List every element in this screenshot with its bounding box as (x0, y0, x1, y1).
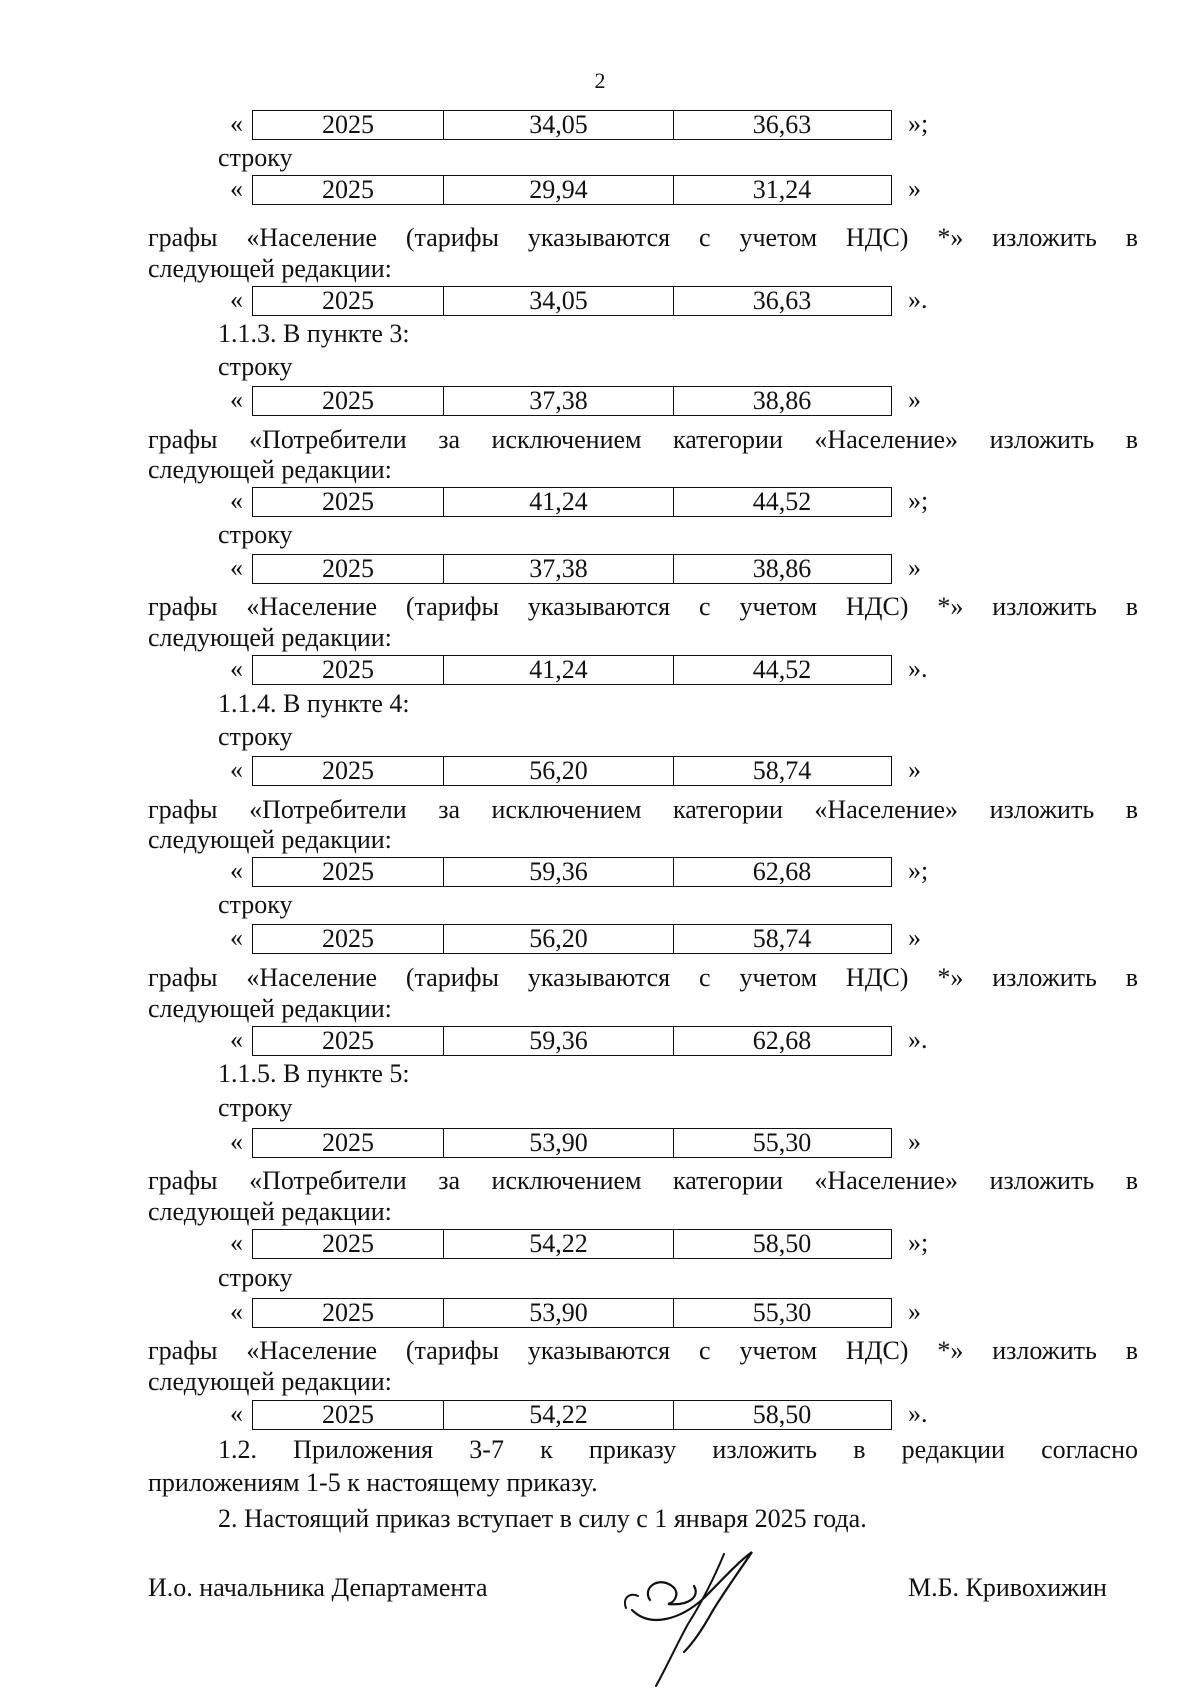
paragraph-potrebiteli: графы «Потребители за исключением категории «Население» изложить в (148, 425, 1138, 454)
tariff-cell-2: 62,68 (752, 1026, 812, 1055)
paragraph-2: 2. Настоящий приказ вступает в силу с 1 января 2025 года. (218, 1504, 867, 1533)
quote-close: »; (908, 1228, 929, 1257)
tariff-table (252, 924, 892, 954)
quote-open: « (230, 1025, 243, 1054)
stroku-label: строку (218, 352, 293, 381)
paragraph-redakcii: следующей редакции: (148, 825, 392, 854)
quote-open: « (230, 1399, 243, 1428)
tariff-table (252, 487, 892, 517)
stroku-label: строку (218, 143, 293, 172)
paragraph-naselenie: графы «Население (тарифы указываются с учетом НДС) *» изложить в (148, 223, 1138, 252)
tariff-table (252, 1229, 892, 1259)
quote-open: « (230, 1127, 243, 1156)
quote-open: « (230, 654, 243, 683)
tariff-table (252, 1026, 892, 1056)
tariff-cell-2: 44,52 (752, 487, 812, 516)
quote-open: « (230, 174, 243, 203)
tariff-cell-2: 44,52 (752, 655, 812, 684)
quote-close: » (908, 553, 921, 582)
tariff-table (252, 110, 892, 140)
quote-open: « (230, 856, 243, 885)
year-cell: 2025 (253, 757, 444, 785)
tariff-table (252, 1400, 892, 1430)
section-heading: 1.1.4. В пункте 4: (218, 689, 410, 718)
tariff-cell-1: 59,36 (444, 1027, 674, 1055)
tariff-cell-2: 55,30 (752, 1128, 812, 1157)
stroku-label: строку (218, 1093, 293, 1122)
quote-close: » (908, 923, 921, 952)
tariff-cell-1: 53,90 (444, 1129, 674, 1157)
quote-close: » (908, 174, 921, 203)
tariff-table (252, 857, 892, 887)
tariff-cell-1: 59,36 (444, 858, 674, 886)
tariff-table (252, 554, 892, 584)
quote-open: « (230, 755, 243, 784)
tariff-cell-1: 37,38 (444, 387, 674, 415)
quote-close: »; (908, 109, 929, 138)
tariff-cell-1: 54,22 (444, 1401, 674, 1429)
tariff-cell-2: 58,74 (752, 756, 812, 785)
quote-close: » (908, 1127, 921, 1156)
year-cell: 2025 (253, 858, 444, 886)
paragraph-potrebiteli: графы «Потребители за исключением категории «Население» изложить в (148, 1166, 1138, 1195)
paragraph-1-2-cont: приложениям 1-5 к настоящему приказу. (148, 1468, 598, 1497)
tariff-cell-2: 58,50 (752, 1229, 812, 1258)
tariff-table (252, 175, 892, 205)
tariff-cell-1: 53,90 (444, 1299, 674, 1327)
page-number: 2 (594, 68, 606, 93)
tariff-cell-1: 34,05 (444, 111, 674, 139)
year-cell: 2025 (253, 1401, 444, 1429)
signatory-name: М.Б. Кривохижин (908, 1573, 1107, 1602)
quote-open: « (230, 923, 243, 952)
paragraph-1-2: 1.2. Приложения 3-7 к приказу изложить в редакции согласно (218, 1435, 1138, 1464)
tariff-table (252, 756, 892, 786)
quote-open: « (230, 285, 243, 314)
tariff-table (252, 386, 892, 416)
tariff-cell-1: 34,05 (444, 287, 674, 315)
year-cell: 2025 (253, 1129, 444, 1157)
year-cell: 2025 (253, 925, 444, 953)
year-cell: 2025 (253, 1027, 444, 1055)
quote-close: » (908, 385, 921, 414)
tariff-table (252, 1298, 892, 1328)
tariff-cell-2: 58,74 (752, 924, 812, 953)
tariff-cell-1: 54,22 (444, 1230, 674, 1258)
tariff-table (252, 1128, 892, 1158)
tariff-cell-1: 56,20 (444, 757, 674, 785)
section-heading: 1.1.5. В пункте 5: (218, 1059, 410, 1088)
quote-close: ». (908, 1399, 928, 1428)
section-heading: 1.1.3. В пункте 3: (218, 319, 410, 348)
year-cell: 2025 (253, 287, 444, 315)
quote-open: « (230, 1297, 243, 1326)
tariff-cell-1: 41,24 (444, 656, 674, 684)
paragraph-redakcii: следующей редакции: (148, 455, 392, 484)
year-cell: 2025 (253, 656, 444, 684)
tariff-cell-1: 41,24 (444, 488, 674, 516)
stroku-label: строку (218, 520, 293, 549)
quote-close: » (908, 755, 921, 784)
tariff-table (252, 655, 892, 685)
tariff-cell-2: 58,50 (752, 1400, 812, 1429)
handwritten-signature (620, 1548, 780, 1688)
paragraph-naselenie: графы «Население (тарифы указываются с учетом НДС) *» изложить в (148, 963, 1138, 992)
quote-close: »; (908, 856, 929, 885)
year-cell: 2025 (253, 387, 444, 415)
stroku-label: строку (218, 722, 293, 751)
year-cell: 2025 (253, 488, 444, 516)
tariff-cell-2: 36,63 (752, 286, 812, 315)
quote-open: « (230, 385, 243, 414)
stroku-label: строку (218, 1263, 293, 1292)
year-cell: 2025 (253, 1230, 444, 1258)
quote-open: « (230, 486, 243, 515)
quote-open: « (230, 553, 243, 582)
tariff-cell-2: 36,63 (752, 110, 812, 139)
paragraph-redakcii: следующей редакции: (148, 254, 392, 283)
tariff-cell-1: 29,94 (444, 176, 674, 204)
tariff-table (252, 286, 892, 316)
tariff-cell-2: 31,24 (752, 175, 812, 204)
quote-close: » (908, 1297, 921, 1326)
signatory-position: И.о. начальника Департамента (148, 1573, 488, 1602)
quote-open: « (230, 1228, 243, 1257)
tariff-cell-2: 62,68 (752, 857, 812, 886)
paragraph-redakcii: следующей редакции: (148, 623, 392, 652)
paragraph-redakcii: следующей редакции: (148, 994, 392, 1023)
paragraph-redakcii: следующей редакции: (148, 1367, 392, 1396)
paragraph-naselenie: графы «Население (тарифы указываются с учетом НДС) *» изложить в (148, 1336, 1138, 1365)
quote-open: « (230, 109, 243, 138)
year-cell: 2025 (253, 111, 444, 139)
tariff-cell-1: 56,20 (444, 925, 674, 953)
quote-close: »; (908, 486, 929, 515)
tariff-cell-2: 38,86 (752, 554, 812, 583)
paragraph-naselenie: графы «Население (тарифы указываются с учетом НДС) *» изложить в (148, 592, 1138, 621)
quote-close: ». (908, 1025, 928, 1054)
paragraph-potrebiteli: графы «Потребители за исключением категории «Население» изложить в (148, 795, 1138, 824)
year-cell: 2025 (253, 555, 444, 583)
quote-close: ». (908, 654, 928, 683)
tariff-cell-1: 37,38 (444, 555, 674, 583)
year-cell: 2025 (253, 176, 444, 204)
year-cell: 2025 (253, 1299, 444, 1327)
tariff-cell-2: 38,86 (752, 386, 812, 415)
stroku-label: строку (218, 890, 293, 919)
quote-close: ». (908, 285, 928, 314)
paragraph-redakcii: следующей редакции: (148, 1197, 392, 1226)
tariff-cell-2: 55,30 (752, 1298, 812, 1327)
